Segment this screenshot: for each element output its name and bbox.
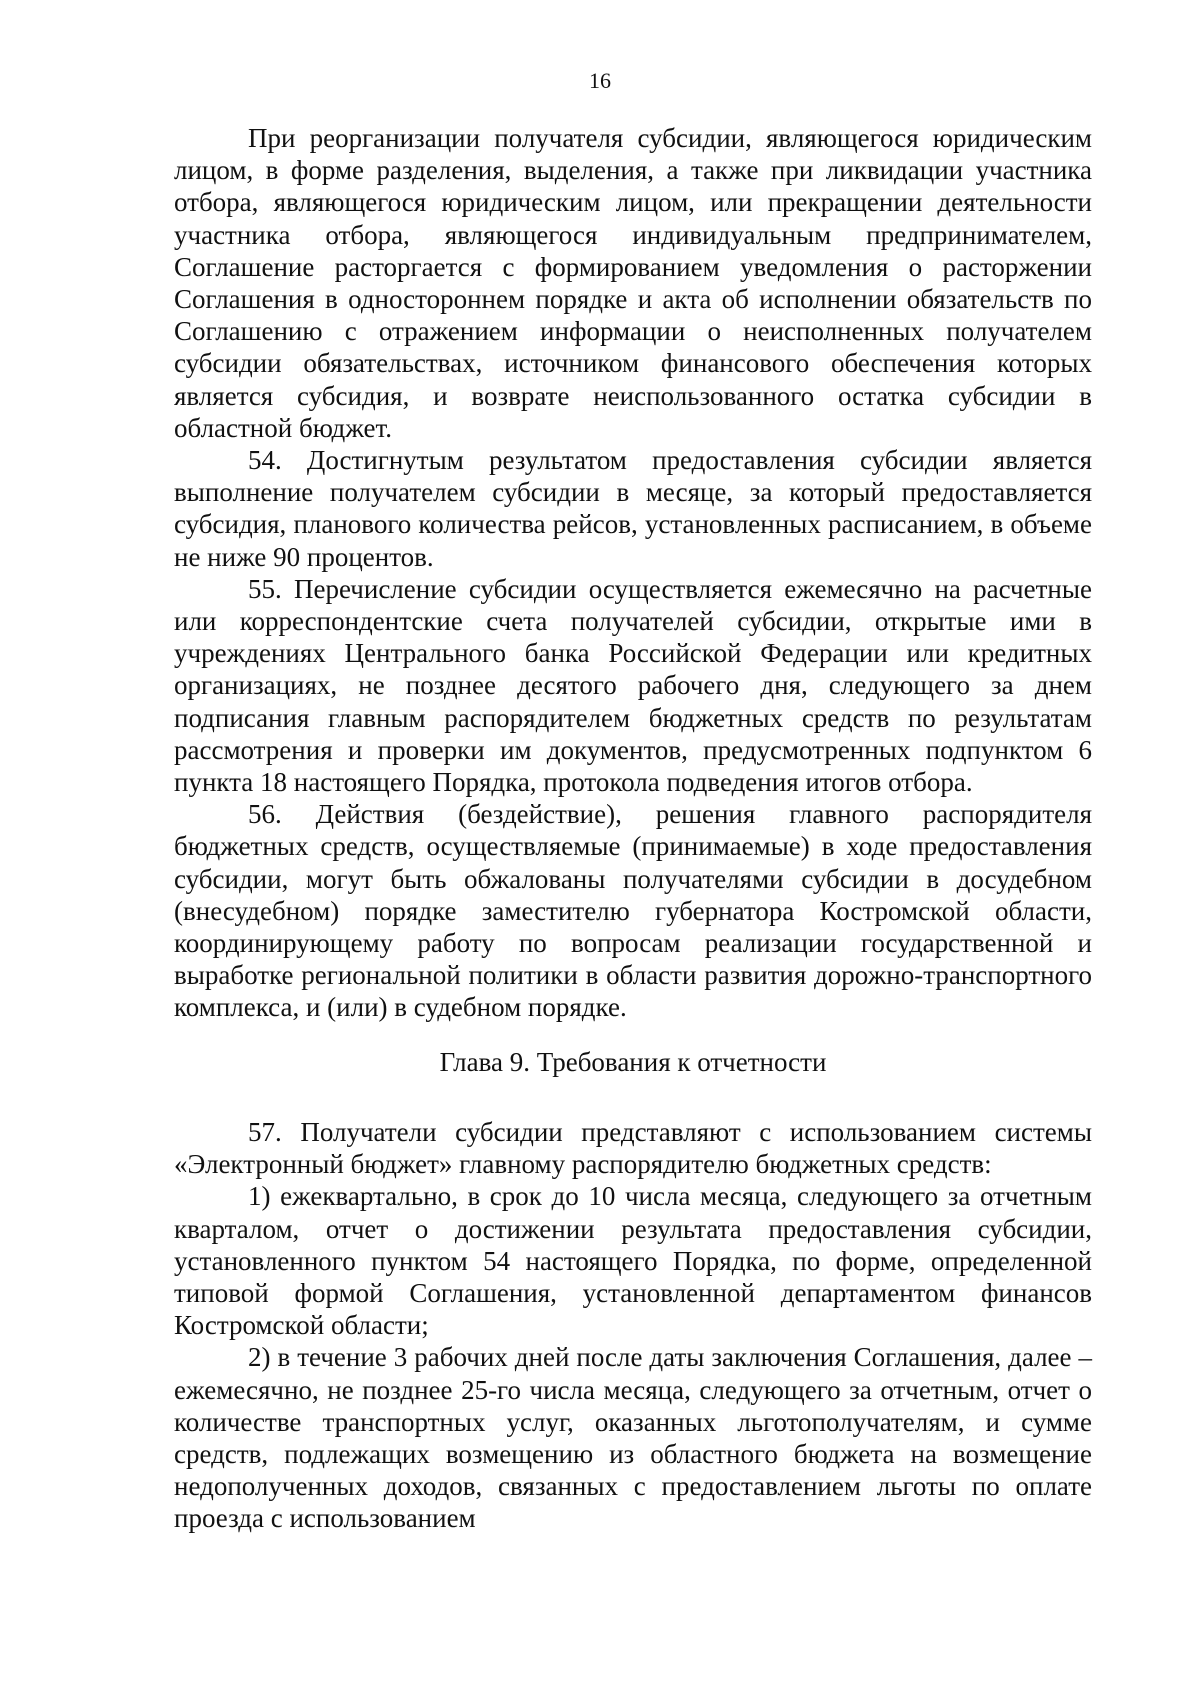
paragraph-reorganization: При реорганизации получателя субсидии, являющегося юридическим лицом, в форме разделения, выделения, а также при ликвидации участника отбора, являющегося юридическим лицом, или прекращении деятельности участника отбора, являющегося индивидуальным предпринимателем, Соглашение расторгается с формированием уведомления о расторжении Соглашения в одностороннем порядке и акта об исполнении обязательств по Соглашению с отражением информации о неисполненных получателем субсидии обязательствах, источником финансового обеспечения которых является субсидия, и возврате неиспользованного остатка субсидии в областной бюджет. [174,123,1092,443]
paragraph-57-item-2: 2) в течение 3 рабочих дней после даты заключения Соглашения, далее – ежемесячно, не позднее 25-го числа месяца, следующего за отчетным, отчет о количестве транспортных услуг, оказанных льготополучателям, и сумме средств, подлежащих возмещению из областного бюджета на возмещение недополученных доходов, связанных с предоставлением льготы по оплате проезда с использованием [174,1342,1092,1534]
paragraph-55: 55. Перечисление субсидии осуществляется ежемесячно на расчетные или корреспондентские счета получателей субсидии, открытые ими в учреждениях Центрального банка Российской Федерации или кредитных организациях, не позднее десятого рабочего дня, следующего за днем подписания главным распорядителем бюджетных средств по результатам рассмотрения и проверки им документов, предусмотренных подпунктом 6 пункта 18 настоящего Порядка, протокола подведения итогов отбора. [174,573,1092,798]
chapter-heading: Глава 9. Требования к отчетности [439,1046,827,1077]
paragraph-57-item-1: 1) ежеквартально, в срок до 10 числа месяца, следующего за отчетным кварталом, отчет о достижении результата предоставления субсидии, установленного пунктом 54 настоящего Порядка, по форме, определенной типовой формой Соглашения, установленной департаментом финансов Костромской области; [174,1181,1092,1341]
paragraph-57: 57. Получатели субсидии представляют с использованием системы «Электронный бюджет» главному распорядителю бюджетных средств: [174,1116,1092,1180]
paragraph-56: 56. Действия (бездействие), решения главного распорядителя бюджетных средств, осуществляемые (принимаемые) в ходе предоставления субсидии, могут быть обжалованы получателями субсидии в досудебном (внесудебном) порядке заместителю губернатора Костромской области, координирующему работу по вопросам реализации государственной и выработке региональной политики в области развития дорожно-транспортного комплекса, и (или) в судебном порядке. [174,799,1092,1023]
paragraph-54: 54. Достигнутым результатом предоставления субсидии является выполнение получателем субсидии в месяце, за который предоставляется субсидия, планового количества рейсов, установленных расписанием, в объеме не ниже 90 процентов. [174,445,1092,572]
page-number: 16 [589,68,611,93]
document-body [174,122,1092,1535]
